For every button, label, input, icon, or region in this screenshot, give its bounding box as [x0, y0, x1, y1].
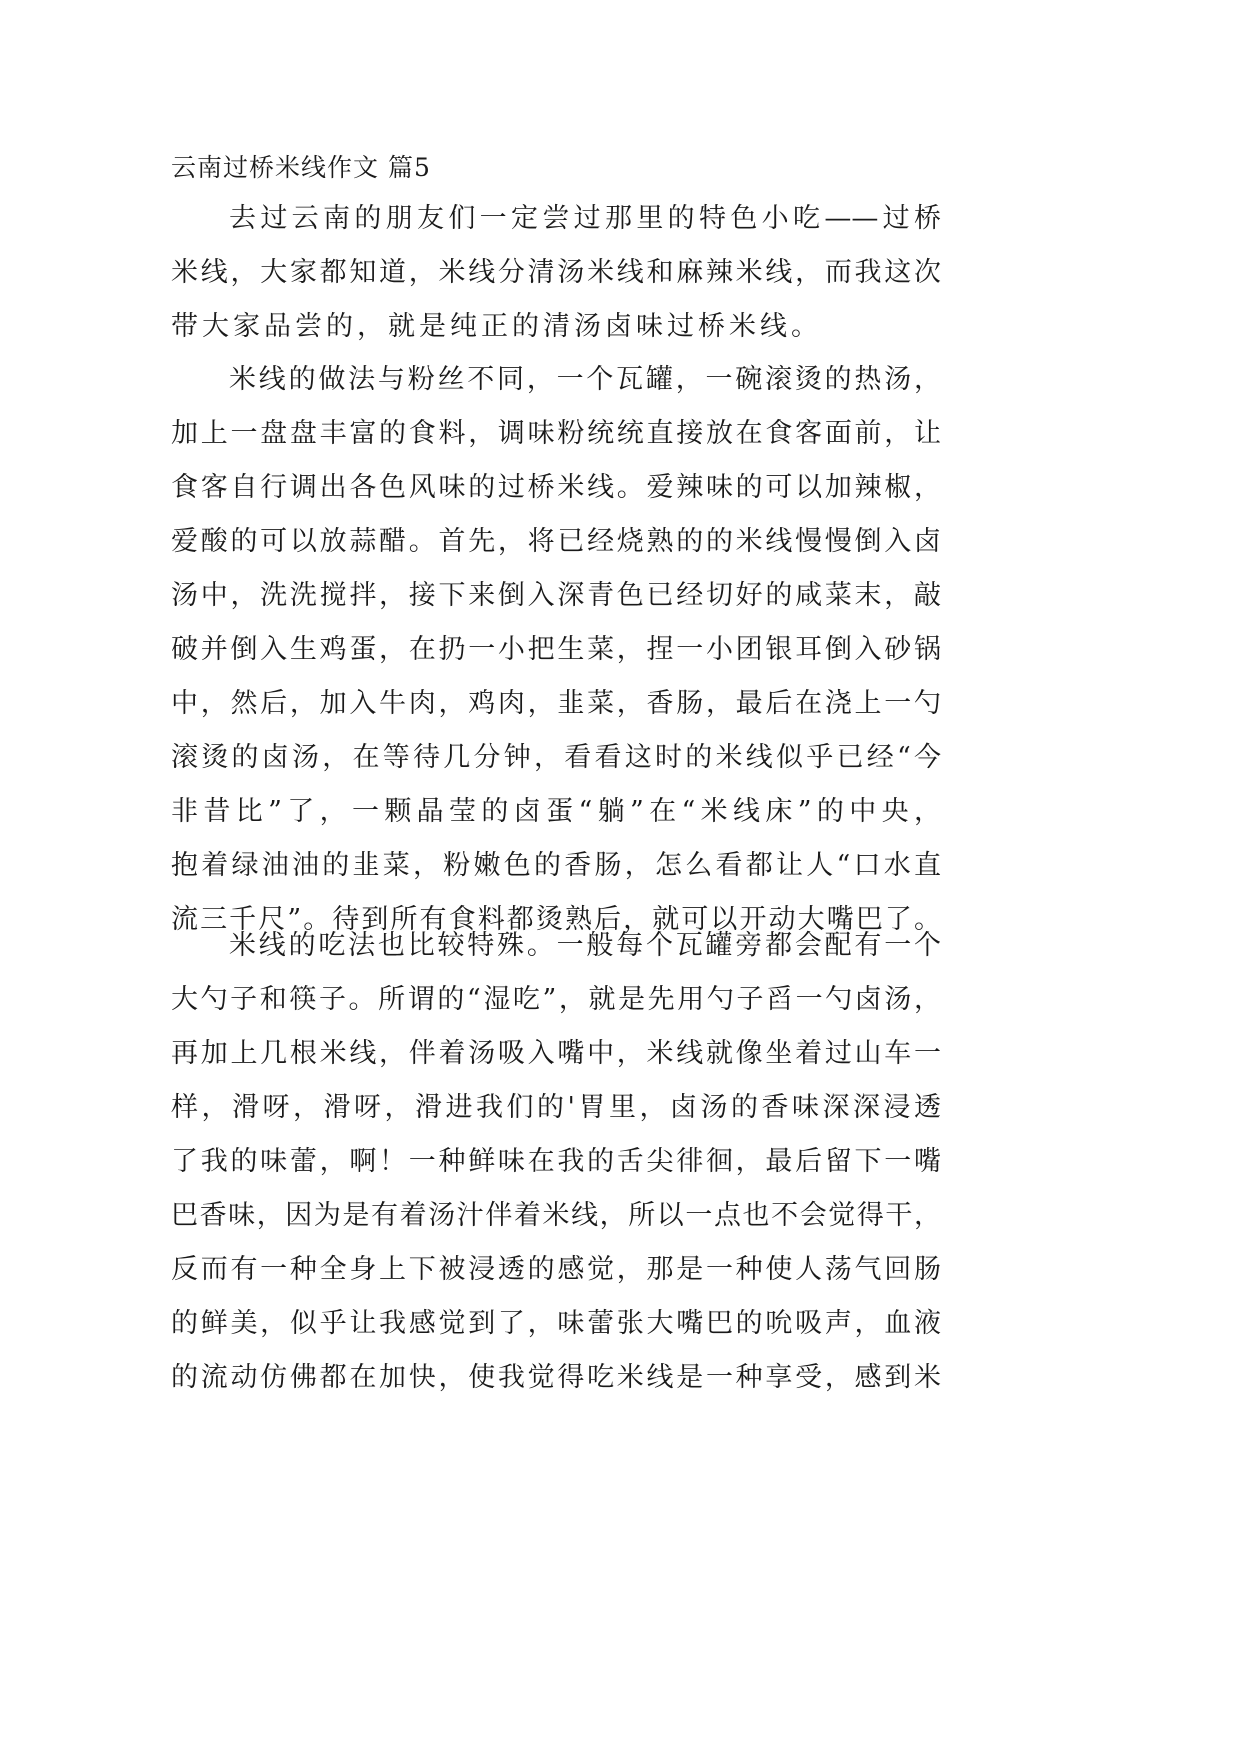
paragraph-line: 了我的味蕾，啊！一种鲜味在我的舌尖徘徊，最后留下一嘴	[171, 1146, 941, 1177]
paragraph-line: 米线的吃法也比较特殊。一般每个瓦罐旁都会配有一个	[229, 930, 941, 961]
paragraph-line: 反而有一种全身上下被浸透的感觉，那是一种使人荡气回肠	[171, 1254, 941, 1285]
paragraph-1	[171, 192, 941, 354]
document-title: 云南过桥米线作文 篇5	[171, 153, 431, 182]
paragraph-line: 汤中，洗洗搅拌，接下来倒入深青色已经切好的咸菜末，敲	[171, 580, 941, 611]
paragraph-2	[171, 353, 941, 947]
paragraph-line: 食客自行调出各色风味的过桥米线。爱辣味的可以加辣椒，	[171, 472, 941, 503]
paragraph-line: 破并倒入生鸡蛋，在扔一小把生菜，捏一小团银耳倒入砂锅	[171, 634, 941, 665]
paragraph-line: 的鲜美，似乎让我感觉到了，味蕾张大嘴巴的吮吸声，血液	[171, 1308, 941, 1339]
paragraph-line: 带大家品尝的，就是纯正的清汤卤味过桥米线。	[171, 311, 822, 342]
paragraph-line: 去过云南的朋友们一定尝过那里的特色小吃——过桥	[229, 203, 941, 234]
paragraph-3	[171, 919, 941, 1405]
paragraph-line: 再加上几根米线，伴着汤吸入嘴中，米线就像坐着过山车一	[171, 1038, 941, 1069]
paragraph-line: 米线，大家都知道，米线分清汤米线和麻辣米线，而我这次	[171, 257, 941, 288]
paragraph-line: 巴香味，因为是有着汤汁伴着米线，所以一点也不会觉得干，	[171, 1200, 941, 1231]
paragraph-line: 流三千尺”。待到所有食料都烫熟后，就可以开动大嘴巴了。	[171, 904, 941, 935]
paragraph-line: 滚烫的卤汤，在等待几分钟，看看这时的米线似乎已经“今	[171, 742, 941, 773]
paragraph-line: 抱着绿油油的韭菜，粉嫩色的香肠，怎么看都让人“口水直	[171, 850, 941, 881]
paragraph-line: 样，滑呀，滑呀，滑进我们的'胃里，卤汤的香味深深浸透	[171, 1092, 941, 1123]
paragraph-line: 加上一盘盘丰富的食料，调味粉统统直接放在食客面前，让	[171, 418, 941, 449]
paragraph-line: 中，然后，加入牛肉，鸡肉，韭菜，香肠，最后在浇上一勺	[171, 688, 941, 719]
paragraph-line: 非昔比”了，一颗晶莹的卤蛋“躺”在“米线床”的中央，	[171, 796, 941, 827]
paragraph-line: 的流动仿佛都在加快，使我觉得吃米线是一种享受，感到米	[171, 1362, 941, 1393]
paragraph-line: 米线的做法与粉丝不同，一个瓦罐，一碗滚烫的热汤，	[229, 364, 941, 395]
paragraph-line: 爱酸的可以放蒜醋。首先，将已经烧熟的的米线慢慢倒入卤	[171, 526, 941, 557]
paragraph-line: 大勺子和筷子。所谓的“湿吃”，就是先用勺子舀一勺卤汤，	[171, 984, 941, 1015]
